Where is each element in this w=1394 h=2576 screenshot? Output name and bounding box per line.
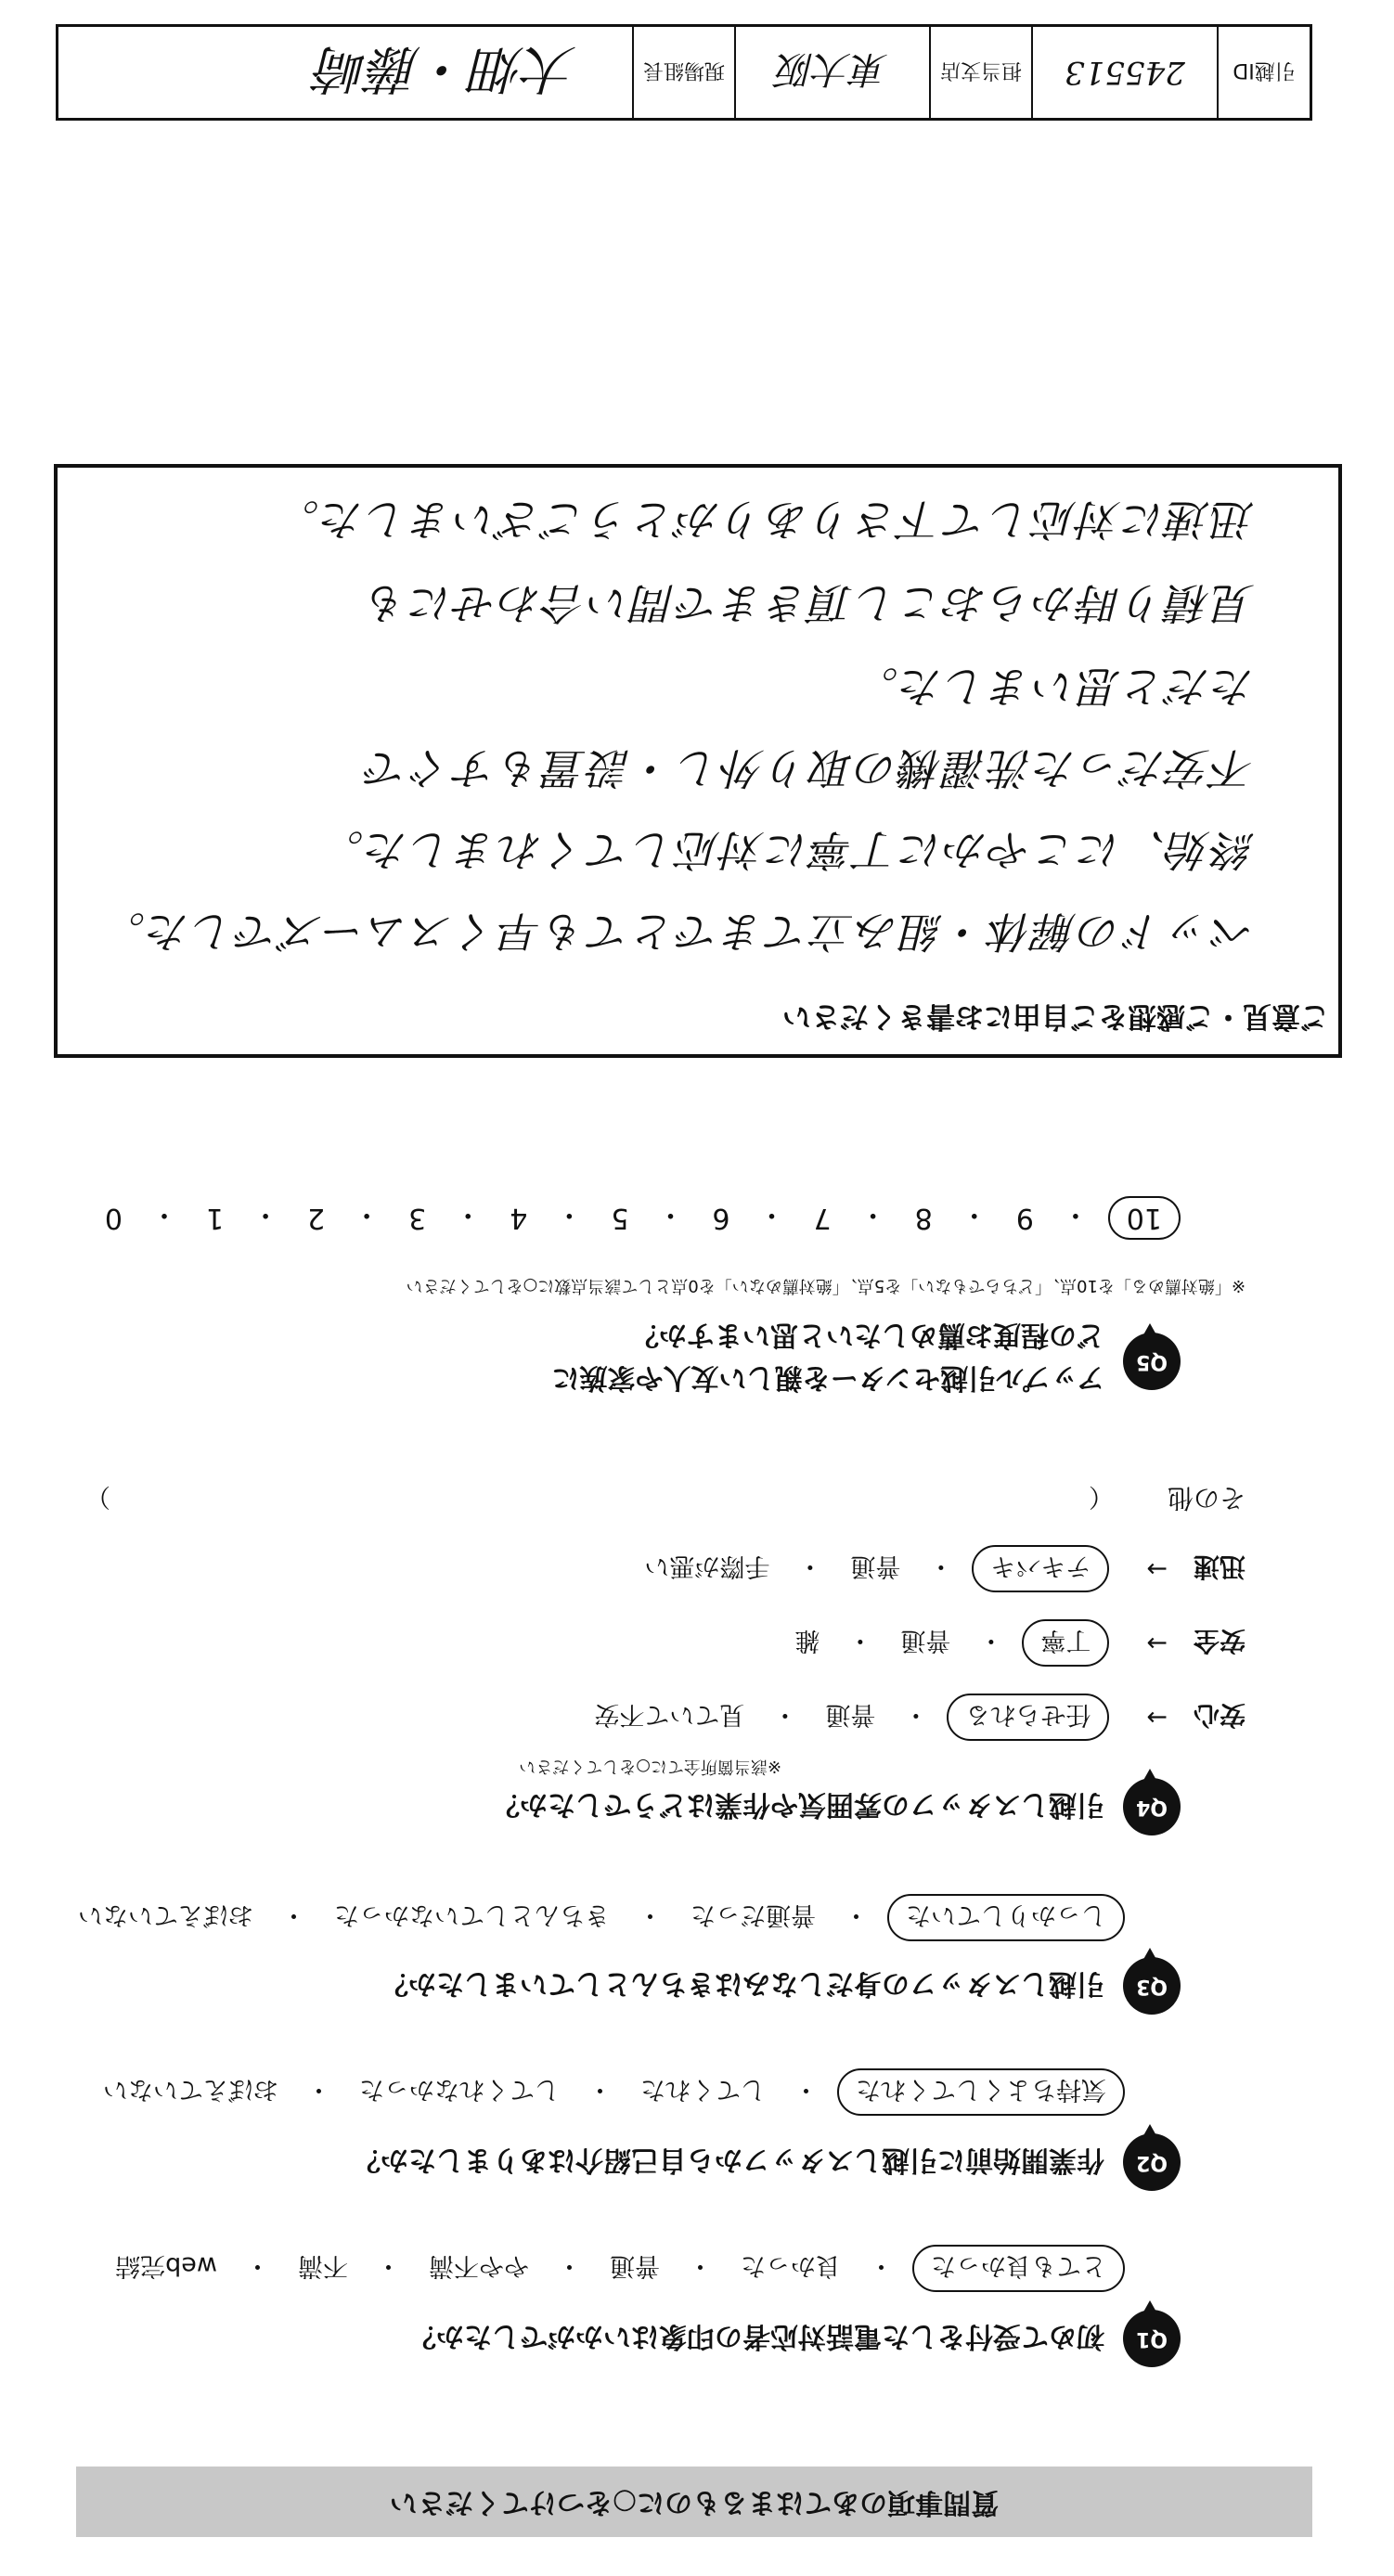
q4-other: その他 （ ） [85, 1481, 1246, 1518]
instruction-bar [76, 2467, 1312, 2537]
q3-options: しっかりしていた ・ 普通だった ・ きちんとしていなかった ・ おぼえていない [69, 1894, 1125, 1941]
q5-score-9[interactable]: 9 [1015, 1202, 1034, 1234]
q5-score-8[interactable]: 8 [914, 1202, 933, 1234]
q2-text: 作業開始前に引越しスタッフから自己紹介はありましたか？ [353, 2144, 1104, 2176]
q3-option-2[interactable]: 普通だった [691, 1900, 816, 1929]
q3-text: 引越しスタッフの身だしなみはきちんとしていましたか？ [381, 1967, 1104, 2000]
q4-anzen-option-2[interactable]: 普通 [900, 1626, 951, 1655]
q4-jinsoku-option-3[interactable]: 手際が悪い [644, 1552, 770, 1580]
q4-row-label: 安全 [1193, 1626, 1246, 1657]
comment-line-6: 迅速に対応して下さりありがとうございました。 [275, 495, 1255, 545]
q3-option-3[interactable]: きちんとしていなかった [334, 1900, 610, 1929]
q1-option-4[interactable]: やや不満 [429, 2251, 529, 2280]
q5-score-6[interactable]: 6 [712, 1202, 730, 1234]
branch-label: 担当支店 [929, 27, 1031, 118]
q3-icon: Q3 [1123, 1957, 1181, 2015]
q4-row-label: 迅速 [1193, 1552, 1246, 1583]
q3-option-1[interactable]: しっかりしていた [887, 1894, 1125, 1941]
instruction-text: 質問事項のあてはまるものに○をつけてください [389, 2486, 1000, 2518]
q4-anshin-option-2[interactable]: 普通 [825, 1700, 876, 1729]
q5-note: ※「絶対薦める」を10点、「どちらでもない」を5点、「絶対薦めない」を0点として該当点数に○をしてください [406, 1276, 1246, 1295]
q1-option-3[interactable]: 普通 [610, 2251, 660, 2280]
q4-row-jinsoku: 迅速 → テキパキ ・ 普通 ・ 手際が悪い [635, 1545, 1246, 1592]
q5-score-2[interactable]: 2 [307, 1202, 326, 1234]
free-comment-title: ご意見・ご感想をご自由にお書きください [782, 999, 1329, 1033]
id-label: 引越ID [1217, 27, 1310, 118]
q5-score-7[interactable]: 7 [813, 1202, 832, 1234]
q1-option-6[interactable]: web完結 [115, 2251, 217, 2280]
q1-option-5[interactable]: 不満 [298, 2251, 348, 2280]
q1-icon: Q1 [1123, 2310, 1181, 2367]
q5-score-10[interactable]: 10 [1108, 1196, 1181, 1240]
leader-value: 大畑・藤崎 [316, 38, 576, 98]
q5-score-3[interactable]: 3 [408, 1202, 427, 1234]
id-table [56, 24, 1312, 121]
q5-scale: 10 ・ 9 ・ 8 ・ 7 ・ 6 ・ 5 ・ 4 ・ 3 ・ 2 ・ 1 ・ 0 [96, 1196, 1181, 1240]
q5-score-4[interactable]: 4 [510, 1202, 528, 1234]
q4-anzen-option-3[interactable]: 雑 [794, 1626, 820, 1655]
q2-option-1[interactable]: 気持ちよくしてくれた [837, 2068, 1125, 2116]
q5-text-line1: アップル引越センターを親しい友人や家族に [551, 1361, 1104, 1394]
q5-score-5[interactable]: 5 [611, 1202, 629, 1234]
q2-option-4[interactable]: おぼえていない [103, 2075, 278, 2104]
q2-options: 気持ちよくしてくれた ・ してくれた ・ してくれなかった ・ おぼえていない [94, 2068, 1125, 2116]
q4-row-anzen: 安全 → 丁寧 ・ 普通 ・ 雑 [785, 1619, 1246, 1667]
q4-text: 引越しスタッフの雰囲気や作業はどうでしたか？ [492, 1788, 1104, 1821]
comment-line-3: 不安だった洗濯機の取り外し・設置もすぐで [364, 743, 1255, 793]
q4-anshin-option-3[interactable]: 見ていて不安 [594, 1700, 745, 1729]
q4-jinsoku-option-1[interactable]: テキパキ [972, 1545, 1109, 1592]
q3-option-4[interactable]: おぼえていない [78, 1900, 253, 1929]
q5-text-line2: どの程度お薦めしたいと思いますか？ [631, 1319, 1104, 1351]
q4-row-label: 安心 [1193, 1700, 1246, 1732]
q4-jinsoku-option-2[interactable]: 普通 [850, 1552, 901, 1580]
id-value: 245513 [1031, 27, 1217, 118]
q4-anshin-option-1[interactable]: 任せられる [947, 1694, 1109, 1741]
q4-anzen-option-1[interactable]: 丁寧 [1022, 1619, 1109, 1667]
q5-icon: Q5 [1123, 1333, 1181, 1390]
q1-option-2[interactable]: 良かった [741, 2251, 841, 2280]
q5-score-1[interactable]: 1 [205, 1202, 225, 1234]
q1-options: とても良かった ・ 良かった ・ 普通 ・ やや不満 ・ 不満 ・ web完結 [106, 2245, 1125, 2292]
q4-icon: Q4 [1123, 1778, 1181, 1835]
q2-icon: Q2 [1123, 2133, 1181, 2191]
q4-other-label: その他 [1167, 1483, 1246, 1513]
q1-text: 初めて受付をした電話対応者の印象はいかがでしたか？ [408, 2320, 1104, 2352]
leader-label: 現場組長 [632, 27, 734, 118]
q1-option-1[interactable]: とても良かった [912, 2245, 1125, 2292]
branch-value: 東大阪 [734, 27, 929, 118]
q4-note: ※該当箇所全てに○をしてください [519, 1757, 781, 1776]
q2-option-3[interactable]: してくれなかった [359, 2075, 560, 2104]
comment-line-1: ベッドの解体・組み立てまでとても早くスムーズでした。 [100, 907, 1255, 957]
q2-option-2[interactable]: してくれた [640, 2075, 766, 2104]
comment-line-4: ただと思いました。 [854, 662, 1255, 712]
q4-row-anshin: 安心 → 任せられる ・ 普通 ・ 見ていて不安 [585, 1694, 1246, 1741]
comment-line-5: 見積り時からおこし頂きまで問い合わせにも [364, 578, 1255, 628]
q5-score-0[interactable]: 0 [104, 1202, 123, 1234]
comment-line-2: 終始、にこやかに丁寧に対応してくれました。 [319, 825, 1255, 875]
